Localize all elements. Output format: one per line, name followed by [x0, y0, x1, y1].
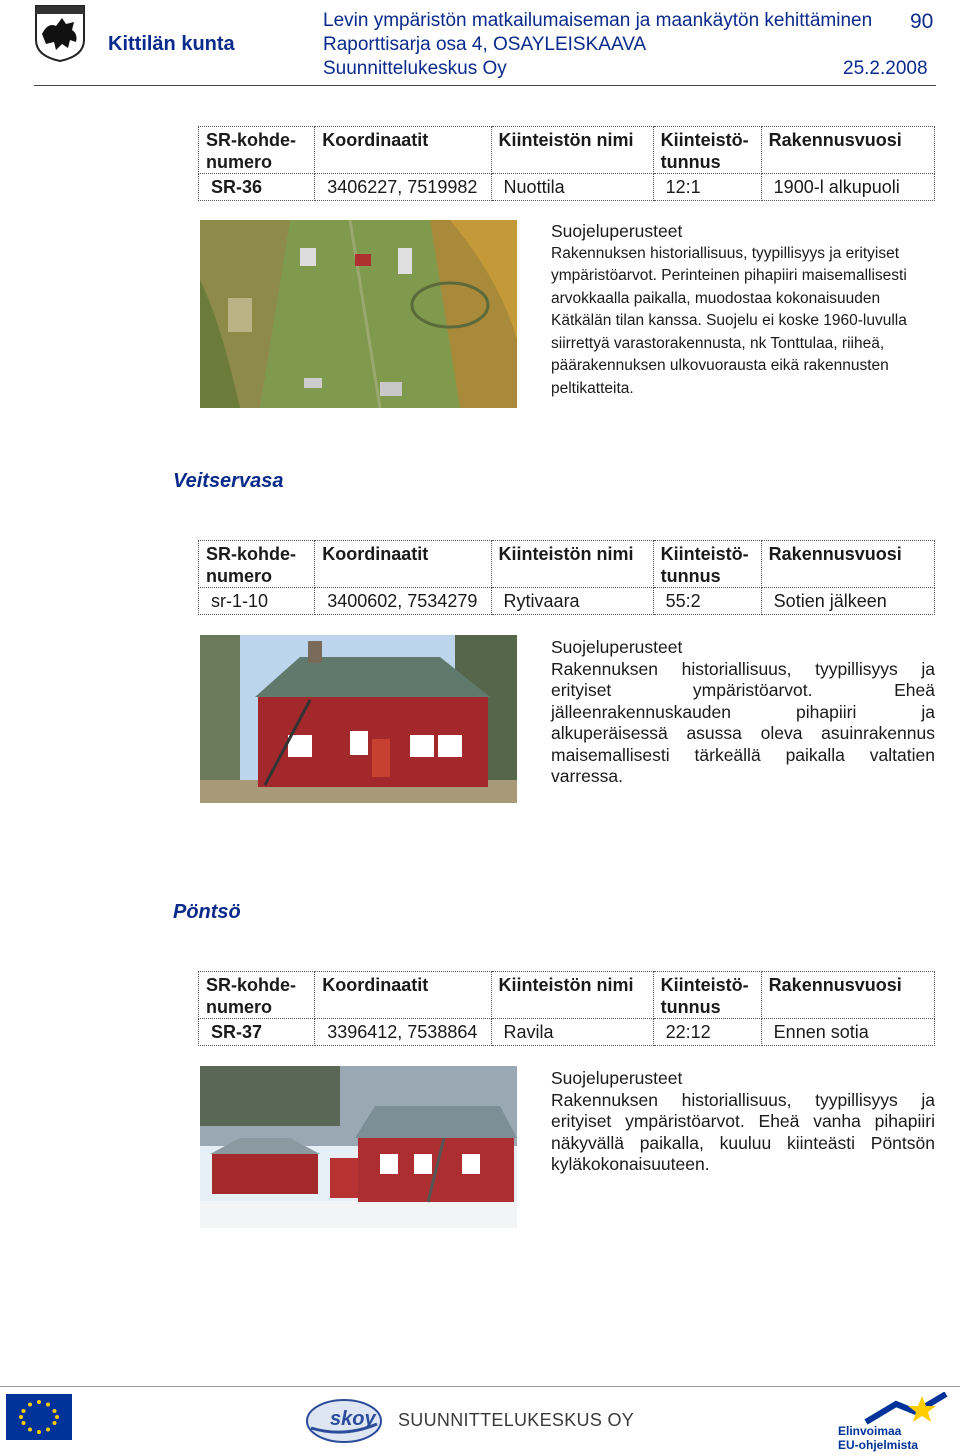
- header-property-name: Kiinteistön nimi: [491, 972, 653, 1019]
- header-construction-year: Rakennusvuosi: [761, 541, 934, 588]
- eu-programs-logo-line1: Elinvoimaa: [838, 1424, 902, 1438]
- header-property-name: Kiinteistön nimi: [491, 541, 653, 588]
- company-name: Suunnittelukeskus Oy: [323, 58, 507, 79]
- report-title: Levin ympäristön matkailumaiseman ja maankäytön kehittäminen: [323, 10, 873, 31]
- header-sr-number: SR-kohde- numero: [199, 972, 315, 1019]
- report-date: 25.2.2008: [843, 58, 928, 79]
- header-sr-number: SR-kohde- numero: [199, 541, 315, 588]
- table-header-row: [199, 972, 935, 1019]
- construction-year: 1900-l alkupuoli: [761, 174, 934, 201]
- protection-text: Rakennuksen historiallisuus, tyypillisyys ja erityiset ympäristöarvot. Perinteinen pihapiiri maisemallisesti arvokkaalla paikalla, muodostaa kokonaisuuden Kätkälän tilan kanssa. Suojelu ei koske 1960-luvulla siirrettyä varastorakennusta, nk Tonttulaa, riiheä, päärakennuksen ulkovuorausta eikä rakennusten peltikatteita.: [551, 244, 907, 397]
- header-sr-number: SR-kohde- numero: [199, 127, 315, 174]
- aerial-photo-nuottila: [200, 220, 517, 408]
- table-header-row: [199, 127, 935, 174]
- property-name: Rytivaara: [491, 588, 653, 615]
- protection-text: Rakennuksen historiallisuus, tyypillisyys ja erityiset ympäristöarvot. Eheä vanha pihapiiri näkyvällä paikalla, kuuluu kiinteästi Pöntsön kyläkokonaisuuteen.: [551, 1089, 935, 1174]
- header-coordinates: Koordinaatit: [315, 972, 491, 1019]
- property-id: 12:1: [653, 174, 761, 201]
- section-heading: Veitservasa: [173, 470, 284, 492]
- header-property-id: Kiinteistö- tunnus: [653, 541, 761, 588]
- skoy-logo-text: skoy: [330, 1408, 376, 1430]
- building-table-sr36: [198, 126, 935, 201]
- coordinates: 3406227, 7519982: [315, 174, 491, 201]
- header-property-name: Kiinteistön nimi: [491, 127, 653, 174]
- building-table-sr37: [198, 971, 935, 1046]
- construction-year: Sotien jälkeen: [761, 588, 934, 615]
- house-photo-rytivaara: [200, 635, 517, 803]
- header-construction-year: Rakennusvuosi: [761, 972, 934, 1019]
- building-table-sr110: [198, 540, 935, 615]
- page-number: 90: [910, 10, 934, 33]
- sr-number: SR-36: [199, 174, 315, 201]
- property-id: 22:12: [653, 1019, 761, 1046]
- header-coordinates: Koordinaatit: [315, 127, 491, 174]
- protection-title: Suojeluperusteet: [551, 221, 683, 241]
- table-header-row: [199, 541, 935, 588]
- protection-text: Rakennuksen historiallisuus, tyypillisyys ja erityiset ympäristöarvot. Eheä jälleenrakennuskauden pihapiiri ja alkuperäisessä asussa oleva asuinrakennus maisemallisesti tärkeällä paikalla valtatien varressa.: [551, 658, 935, 786]
- footer-divider: [0, 1386, 960, 1387]
- protection-title: Suojeluperusteet: [551, 1068, 683, 1088]
- property-name: Ravila: [491, 1019, 653, 1046]
- header-property-id: Kiinteistö- tunnus: [653, 127, 761, 174]
- sr-number: SR-37: [199, 1019, 315, 1046]
- header-property-id: Kiinteistö- tunnus: [653, 972, 761, 1019]
- protection-description: [551, 1068, 935, 1176]
- construction-year: Ennen sotia: [761, 1019, 934, 1046]
- municipality-crest-logo: [34, 4, 86, 62]
- coordinates: 3396412, 7538864: [315, 1019, 491, 1046]
- protection-description: [551, 220, 935, 400]
- table-row: [199, 588, 935, 615]
- header-construction-year: Rakennusvuosi: [761, 127, 934, 174]
- coordinates: 3400602, 7534279: [315, 588, 491, 615]
- property-name: Nuottila: [491, 174, 653, 201]
- header-coordinates: Koordinaatit: [315, 541, 491, 588]
- eu-flag-icon: [6, 1394, 72, 1440]
- protection-title: Suojeluperusteet: [551, 637, 683, 657]
- header-divider: [34, 85, 936, 86]
- section-heading: Pöntsö: [173, 901, 241, 923]
- protection-description: [551, 637, 935, 788]
- sr-number: sr-1-10: [199, 588, 315, 615]
- report-series: Raporttisarja osa 4, OSAYLEISKAAVA: [323, 34, 647, 55]
- table-row: [199, 174, 935, 201]
- organization-name: Kittilän kunta: [108, 33, 235, 55]
- house-photo-ravila: [200, 1066, 517, 1228]
- eu-programs-logo-line2: EU-ohjelmista: [838, 1438, 919, 1452]
- table-row: [199, 1019, 935, 1046]
- property-id: 55:2: [653, 588, 761, 615]
- suunnittelukeskus-logo-text: SUUNNITTELUKESKUS OY: [398, 1410, 635, 1430]
